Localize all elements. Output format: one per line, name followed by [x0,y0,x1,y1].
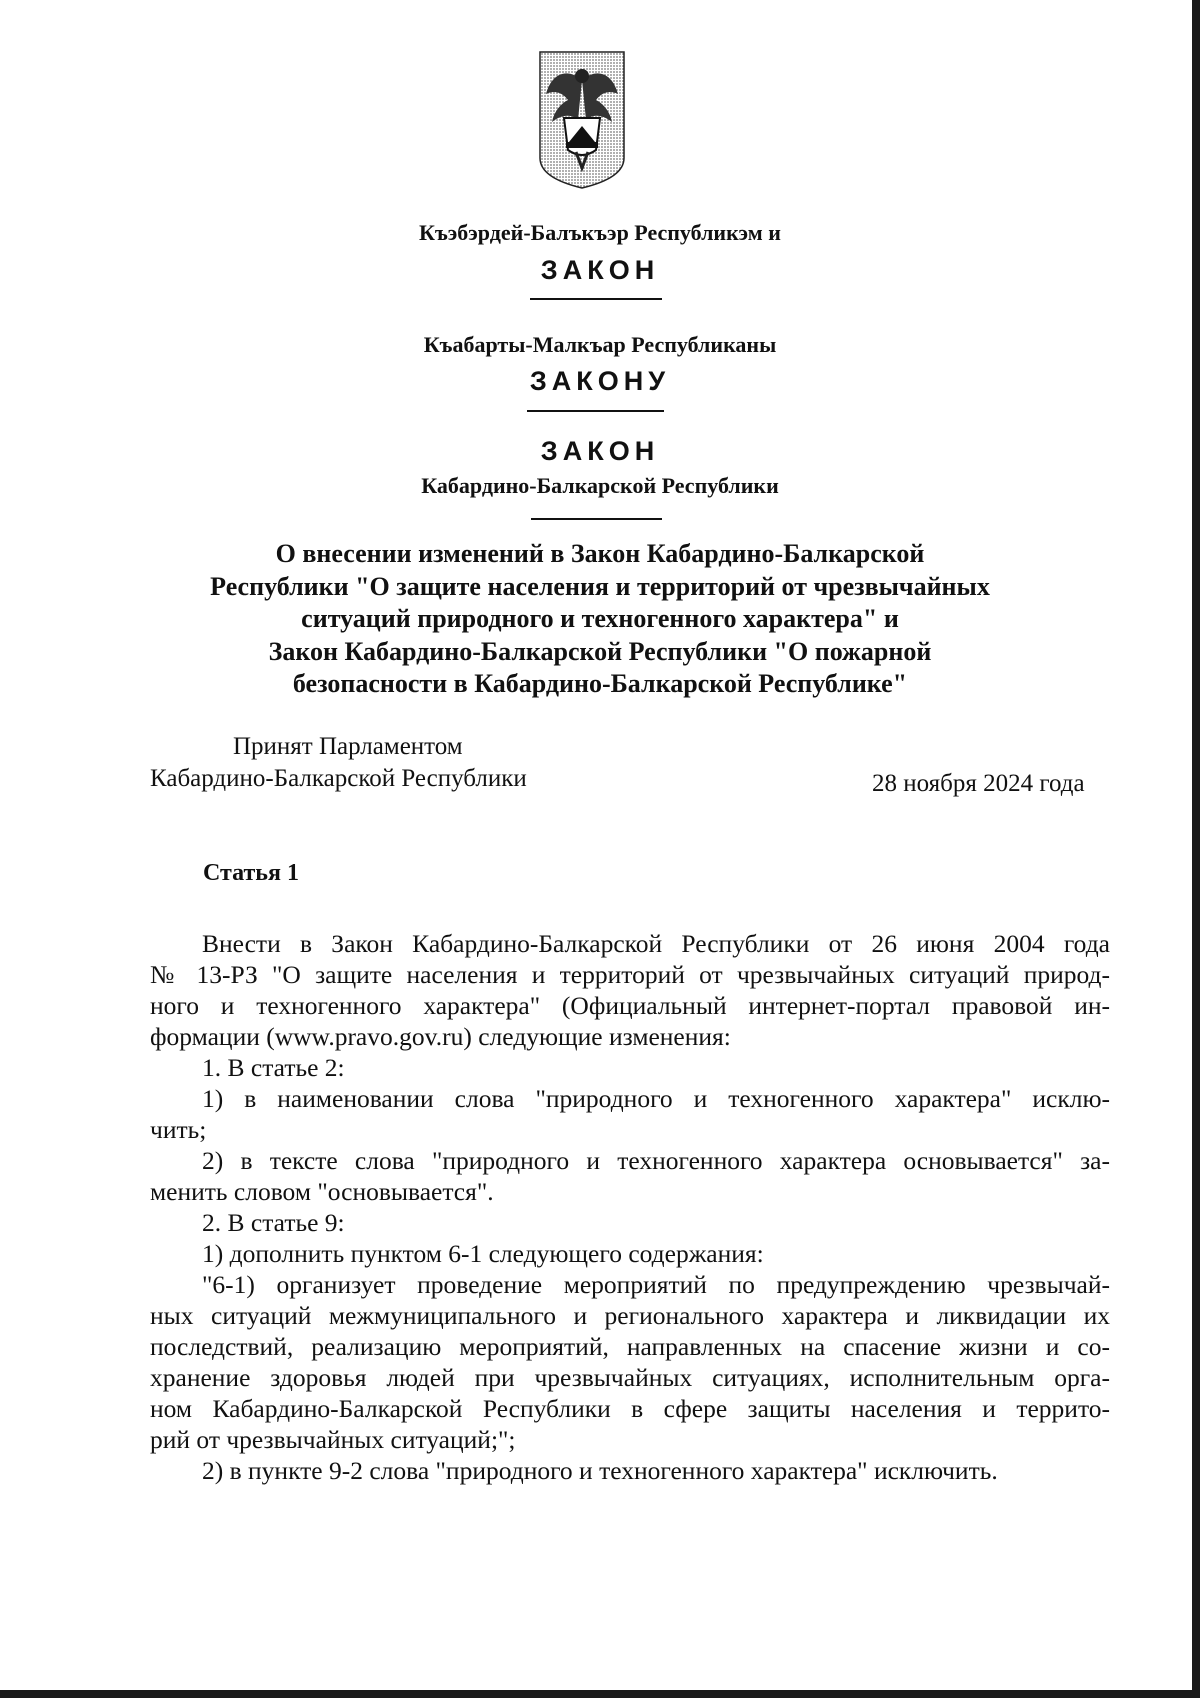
russian-law-title: ЗАКОН [540,436,660,466]
body-line: чить; [150,1115,207,1144]
law-title-line: ситуаций природного и техногенного характера" и [301,604,899,633]
law-title-line: безопасности в Кабардино-Балкарской Республике" [292,669,908,698]
divider [530,298,662,300]
body-line: 1) в наименовании слова "природного и техногенного характера" исклю- [202,1084,1110,1113]
balkar-republic-line: Къабарты-Малкъар Республиканы [423,332,777,357]
coat-of-arms-icon [538,50,626,190]
body-line: 2) в тексте слова "природного и техногенного характера основывается" за- [202,1146,1110,1175]
body-line: последствий, реализацию мероприятий, направленных на спасение жизни и со- [150,1332,1110,1361]
law-title-line: Республики "О защите населения и территорий от чрезвычайных [210,571,990,601]
law-title-line: О внесении изменений в Закон Кабардино-Балкарской [275,539,925,568]
article-heading: Статья 1 [203,860,299,886]
divider [531,518,662,520]
body-line: 2. В статье 9: [202,1208,345,1237]
law-title-line: Закон Кабардино-Балкарской Республики "О пожарной [268,636,932,666]
body-line: формации (www.pravo.gov.ru) следующие изменения: [150,1022,731,1051]
body-line: "6-1) организует проведение мероприятий по предупреждению чрезвычай- [202,1270,1110,1299]
article-body [150,928,1110,1486]
adoption-date: 28 ноября 2024 года [872,770,1085,797]
divider [527,410,664,412]
body-line: менить словом "основывается". [150,1177,494,1206]
body-line: Внести в Закон Кабардино-Балкарской Республики от 26 июня 2004 года [202,929,1110,958]
law-title [0,538,1200,701]
kabardian-republic-line: Къэбэрдей-Балъкъэр Республикэм и [419,220,781,245]
body-line: 1. В статье 2: [202,1053,345,1082]
body-line: 1) дополнить пунктом 6-1 следующего содержания: [202,1239,764,1268]
balkar-law-title: ЗАКОНУ [529,366,671,396]
kabardian-law-title: ЗАКОН [540,255,660,285]
body-line: ного и техногенного характера" (Официальный интернет-портал правовой ин- [150,991,1110,1020]
body-line: ном Кабардино-Балкарской Республики в сфере защиты населения и террито- [150,1394,1110,1423]
body-line: рий от чрезвычайных ситуаций;"; [150,1425,516,1454]
scan-border-right [1192,0,1200,1698]
scan-border-bottom [0,1690,1200,1698]
body-line: № 13-РЗ "О защите населения и территорий от чрезвычайных ситуаций природ- [150,960,1110,989]
russian-republic-line: Кабардино-Балкарской Республики [421,473,779,498]
body-line: 2) в пункте 9-2 слова "природного и техногенного характера" исключить. [202,1456,998,1485]
adopted-by-line: Принят Парламентом [233,733,463,760]
adopted-by-parliament-line: Кабардино-Балкарской Республики [150,765,527,792]
body-line: ных ситуаций межмуниципального и регионального характера и ликвидации их [150,1301,1110,1330]
body-line: хранение здоровья людей при чрезвычайных ситуациях, исполнительным орга- [150,1363,1110,1392]
